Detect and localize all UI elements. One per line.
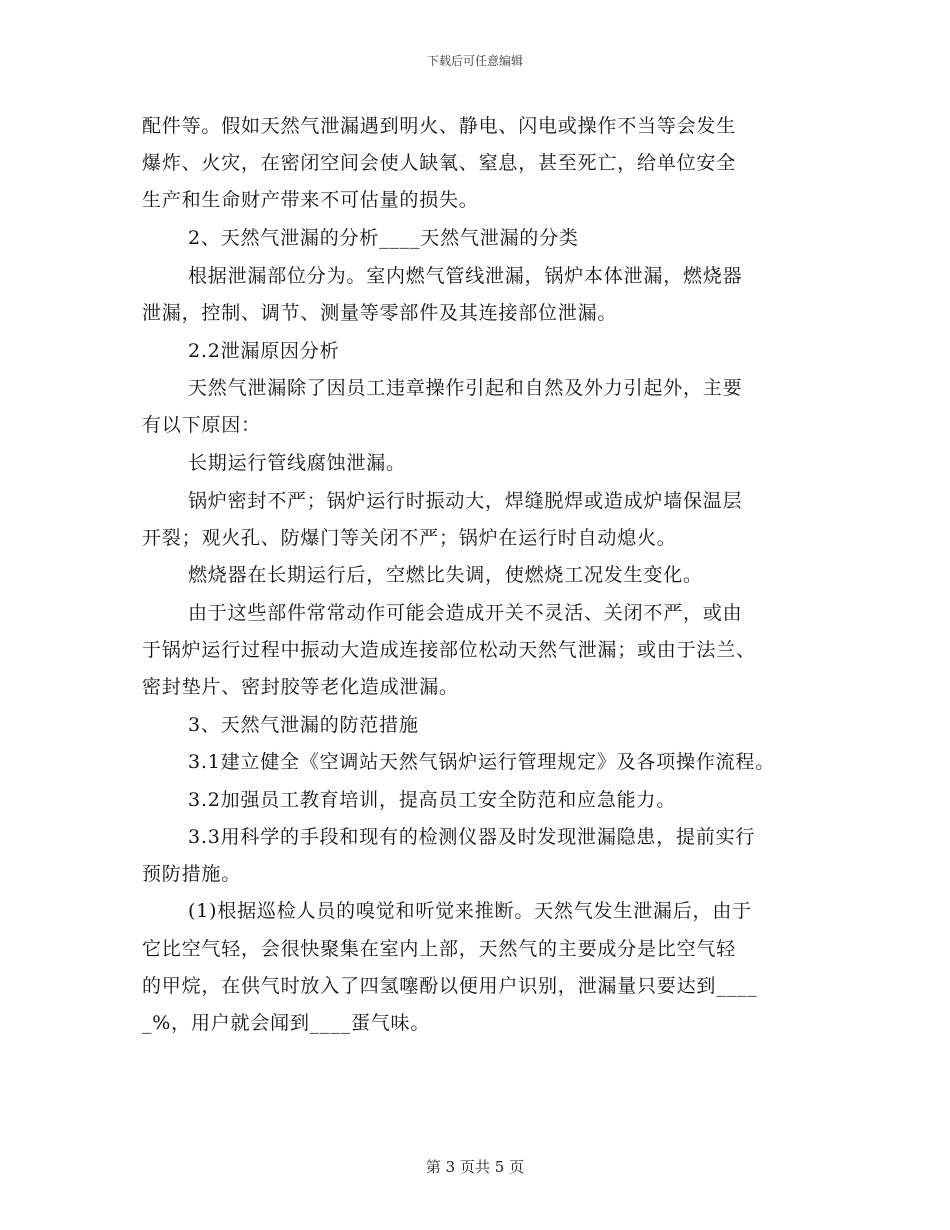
paragraph-line: 预防措施。 xyxy=(142,863,242,885)
paragraph-line: 生产和生命财产带来不可估量的损失。 xyxy=(142,189,479,211)
paragraph-line: 它比空气轻，会很快聚集在室内上部，天然气的主要成分是比空气轻 xyxy=(142,938,737,960)
list-item: 3.2加强员工教育培训，提高员工安全防范和应急能力。 xyxy=(188,789,677,811)
section-heading: 2.2泄漏原因分析 xyxy=(188,340,340,362)
paragraph-line: 于锅炉运行过程中振动大造成连接部位松动天然气泄漏；或由于法兰、 xyxy=(142,639,756,661)
paragraph-line: 有以下原因： xyxy=(142,414,261,436)
paragraph-line: 天然气泄漏除了因员工违章操作引起和自然及外力引起外，主要 xyxy=(188,377,743,399)
paragraph-line: 长期运行管线腐蚀泄漏。 xyxy=(188,452,406,474)
section-heading: 2、天然气泄漏的分析____天然气泄漏的分类 xyxy=(188,227,579,249)
paragraph-line: (1)根据巡检人员的嗅觉和听觉来推断。天然气发生泄漏后，由于 xyxy=(188,900,752,922)
page-header: 下载后可任意编辑 xyxy=(426,54,523,68)
paragraph-line: 燃烧器在长期运行后，空燃比失调，使燃烧工况发生变化。 xyxy=(188,564,703,586)
paragraph-line: 的甲烷，在供气时放入了四氢噻酚以便用户识别，泄漏量只要达到____ xyxy=(142,975,758,997)
paragraph-line: 泄漏，控制、调节、测量等零部件及其连接部位泄漏。 xyxy=(142,302,618,324)
section-heading: 3、天然气泄漏的防范措施 xyxy=(188,714,419,736)
paragraph-line: 由于这些部件常常动作可能会造成开关不灵活、关闭不严，或由 xyxy=(188,602,743,624)
paragraph-line: 根据泄漏部位分为。室内燃气管线泄漏，锅炉本体泄漏，燃烧器 xyxy=(188,265,743,287)
paragraph-line: 锅炉密封不严；锅炉运行时振动大，焊缝脱焊或造成炉墙保温层 xyxy=(188,490,743,512)
paragraph-line: 开裂；观火孔、防爆门等关闭不严；锅炉在运行时自动熄火。 xyxy=(142,527,677,549)
list-item: 3.1建立健全《空调站天然气锅炉运行管理规定》及各项操作流程。 xyxy=(188,751,776,773)
page-footer: 第 3 页共 5 页 xyxy=(425,1158,525,1176)
paragraph-line: 爆炸、火灾，在密闭空间会使人缺氧、窒息，甚至死亡，给单位安全 xyxy=(142,152,737,174)
paragraph-line: 配件等。假如天然气泄漏遇到明火、静电、闪电或操作不当等会发生 xyxy=(142,115,737,137)
paragraph-line: _%，用户就会闻到____蛋气味。 xyxy=(142,1012,431,1034)
paragraph-line: 密封垫片、密封胶等老化造成泄漏。 xyxy=(142,676,459,698)
list-item: 3.3用科学的手段和现有的检测仪器及时发现泄漏隐患，提前实行 xyxy=(188,826,756,848)
